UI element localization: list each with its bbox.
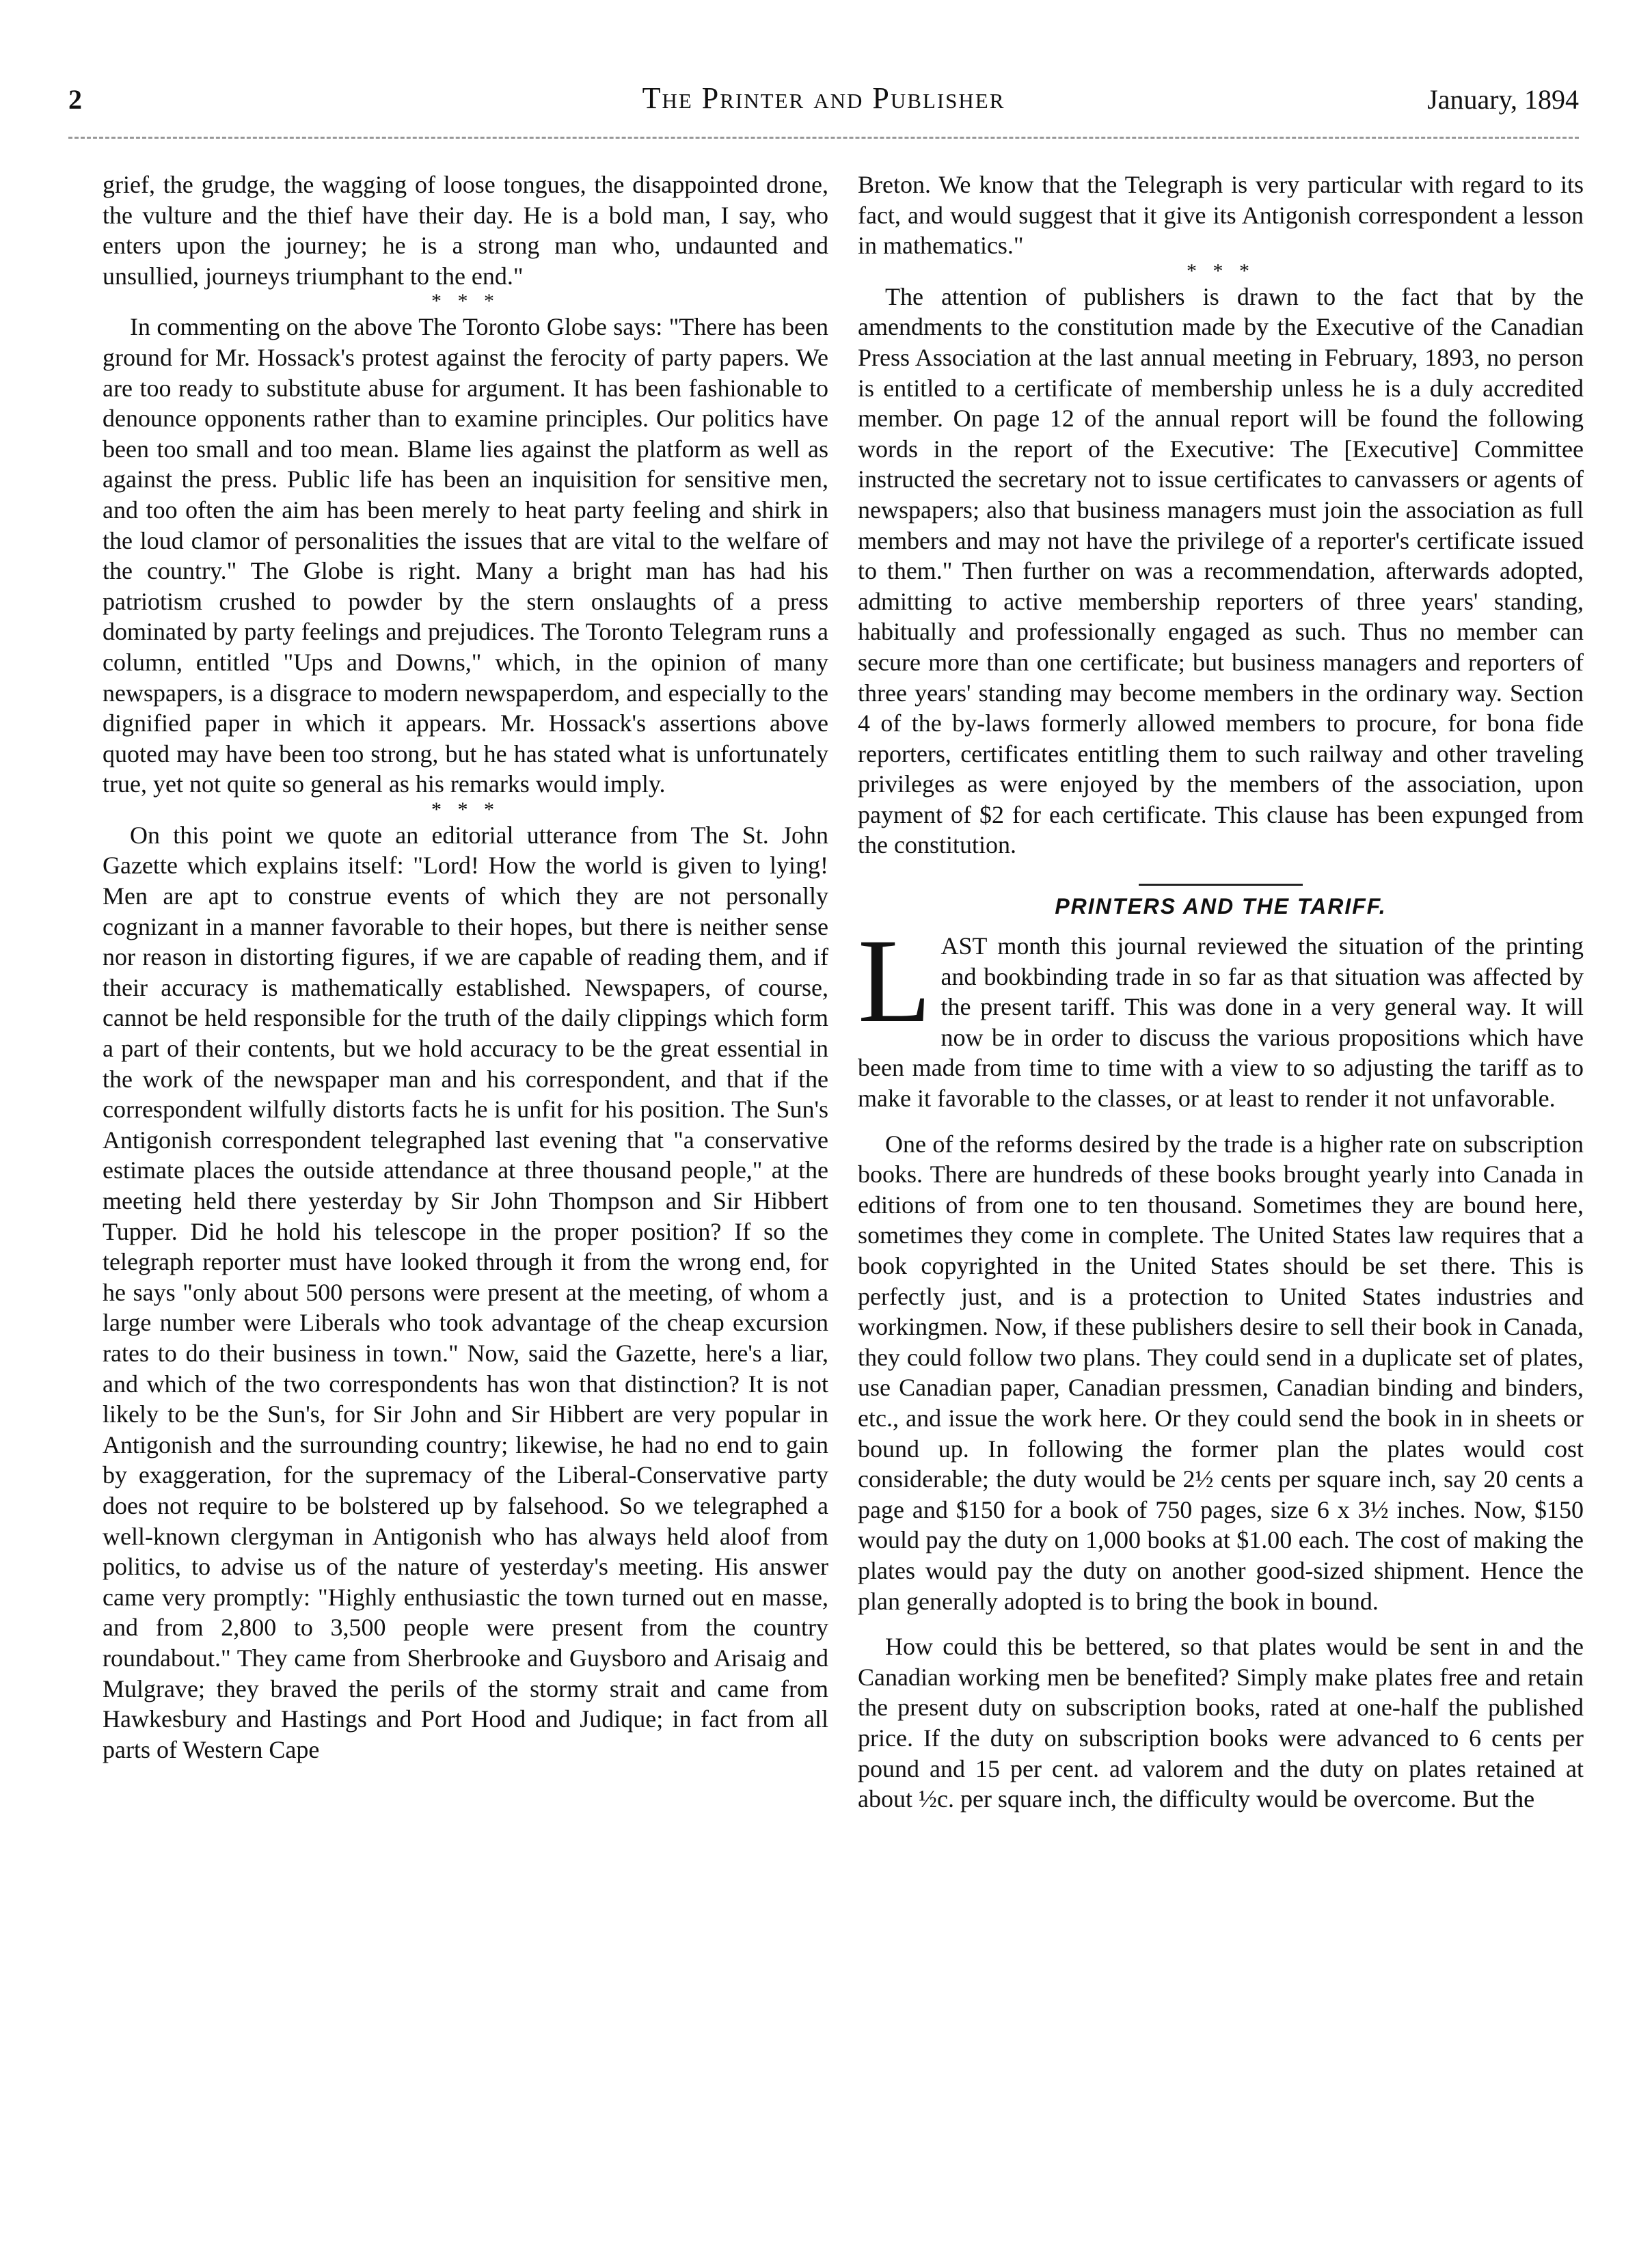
- paragraph: How could this be bettered, so that plates would be sent in and the Canadian working men be benefited? Simply make plates free and retain the present duty on subscription books, rated at one-half the published price. If the duty on subscription books were advanced to 6 cents per pound and 15 per cent. ad valorem and the duty on plates retained at about ½c. per square inch, the difficulty would be overcome. But the: [858, 1633, 1584, 1813]
- paragraph: In commenting on the above The Toronto Globe says: "There has been ground for Mr. Hossack's protest against the ferocity of party papers. We are too ready to substitute abuse for argument. It has been fashionable to denounce opponents rather than to examine principles. Our politics have been too small and too mean. Blame lies against the platform as well as against the press. Public life has been an inquisition for sensitive men, and too often the aim has been merely to heat party feeling and shirk in the loud clamor of personalities the issues that are vital to the welfare of the country." The Globe is right. Many a bright man has had his patriotism crushed to powder by the stern onslaughts of a press dominated by party feelings and prejudices. The Toronto Telegram runs a column, entitled "Ups and Downs," which, in the opinion of many newspapers, is a disgrace to modern newspaperdom, and especially to the dignified paper in which it appears. Mr. Hossack's assertions above quoted may have been too strong, but he has stated what is unfortunately true, yet not quite so general as his remarks would imply.: [103, 313, 828, 798]
- left-column: [103, 169, 828, 1765]
- asterism: * * *: [1187, 259, 1255, 282]
- paragraph: On this point we quote an editorial utterance from The St. John Gazette which explains itself: "Lord! How the world is given to lying! Men are apt to construe events of which they are not personally cognizant in a manner favorable to their hopes, but there is neither sense nor reason in distorting figures, if we are capable of reading them, and if their accuracy is mathematically established. Newspapers, of course, cannot be held responsible for the truth of the daily clippings which form a part of their contents, but we hold accuracy to be the great essential in the work of the newspaper man and his correspondent, and that if the correspondent wilfully distorts facts he is unfit for his position. The Sun's Antigonish correspondent telegraphed last evening that "a conservative estimate places the outside attendance at three thousand people," at the meeting held there yesterday by Sir John Thompson and Sir Hibbert Tupper. Did he hold his telescope in the proper position? If so the telegraph reporter must have looked through it from the wrong end, for he says "only about 500 persons were present at the meeting, of whom a large number were Liberals who took advantage of the cheap excursion rates to do their business in town." Now, said the Gazette, here's a liar, and which of the two correspondents has won that distinction? It is not likely to be the Sun's, for Sir John and Sir Hibbert are very popular in Antigonish and the surrounding country; likewise, he had no end to gain by exaggeration, for the supremacy of the Liberal-Conservative party does not require to be bolstered up by falsehood. So we telegraphed a well-known clergyman in Antigonish who has always held aloof from politics, to advise us of the nature of yesterday's meeting. His answer came very promptly: "Highly enthusiastic the town turned out en masse, and from 2,800 to 3,500 people were present from the country roundabout." They came from Sherbrooke and Guysboro and Arisaig and Mulgrave; they braved the perils of the stormy strait and came from Hawkesbury and Hastings and Port Hood and Judique; in fact from all parts of Western Cape: [103, 821, 828, 1763]
- issue-date: January, 1894: [1427, 84, 1579, 115]
- asterism: * * *: [431, 290, 500, 313]
- header-rule: [68, 137, 1579, 139]
- running-head: [68, 81, 1579, 122]
- right-column: [858, 169, 1584, 1815]
- section-heading: PRINTERS AND THE TARIFF.: [1055, 894, 1387, 919]
- paragraph-with-dropcap: [858, 914, 1584, 1114]
- paragraph-text: AST month this journal reviewed the situation of the printing and bookbinding trade in so far as that situation was affected by the present tariff. This was done in a very general way. It will now be in order to discuss the various propositions which have been made from time to time with a view to so adjusting the tariff as to make it favorable to the classes, or at least to render it not unfavorable.: [858, 932, 1584, 1113]
- page-number: 2: [68, 84, 82, 115]
- journal-title: The Printer and Publisher: [642, 81, 1005, 115]
- paragraph: Breton. We know that the Telegraph is very particular with regard to its fact, and would suggest that it give its Antigonish correspondent a lesson in mathematics.": [858, 171, 1584, 260]
- paragraph: One of the reforms desired by the trade is a higher rate on subscription books. There are hundreds of these books brought yearly into Canada in editions of from one to ten thousand. Sometimes they are bound here, sometimes they come in complete. The United States law requires that a book copyrighted in the United States should be set there. This is perfectly just, and is a protection to United States industries and workingmen. Now, if these publishers desire to sell their book in Canada, they could follow two plans. They could send in a duplicate set of plates, use Canadian paper, Canadian pressmen, Canadian binding and binders, etc., and issue the work here. Or they could send the book in in sheets or bound up. In following the former plan the plates would cost considerable; the duty would be 2½ cents per square inch, say 20 cents a page and $150 for a book of 750 pages, size 6 x 3½ inches. Now, $150 would pay the duty on 1,000 books at $1.00 each. The cost of making the plates would pay the duty on another good-sized shipment. Hence the plan generally adopted is to bring the book in bound.: [858, 1130, 1584, 1615]
- paragraph: The attention of publishers is drawn to the fact that by the amendments to the constitution made by the Executive of the Canadian Press Association at the last annual meeting in February, 1893, no person is entitled to a certificate of membership unless he is a duly accredited member. On page 12 of the annual report will be found the following words in the report of the Executive: The [Executive] Committee instructed the secretary not to issue certificates to canvassers or agents of newspapers; also that business managers must join the association as full members and may not have the privilege of a reporter's certificate issued to them." Then further on was a recommendation, afterwards adopted, admitting to active membership reporters of three years' standing, habitually and professionally engaged as such. Thus no member can secure more than one certificate; but business managers and reporters of three years' standing may become members in the ordinary way. Section 4 of the by-laws formerly allowed members to procure, for bona fide reporters, certificates entitling them to such railway and other traveling privileges as were enjoyed by the members of the association, upon payment of $2 for each certificate. This clause has been expunged from the constitution.: [858, 282, 1584, 859]
- section-divider: [1139, 884, 1303, 886]
- drop-cap: L: [858, 914, 932, 1048]
- asterism: * * *: [431, 798, 500, 821]
- paragraph: grief, the grudge, the wagging of loose tongues, the disappointed drone, the vulture and the thief have their day. He is a bold man, I say, who enters upon the journey; he is a strong man who, undaunted and unsullied, journeys triumphant to the end.": [103, 171, 828, 290]
